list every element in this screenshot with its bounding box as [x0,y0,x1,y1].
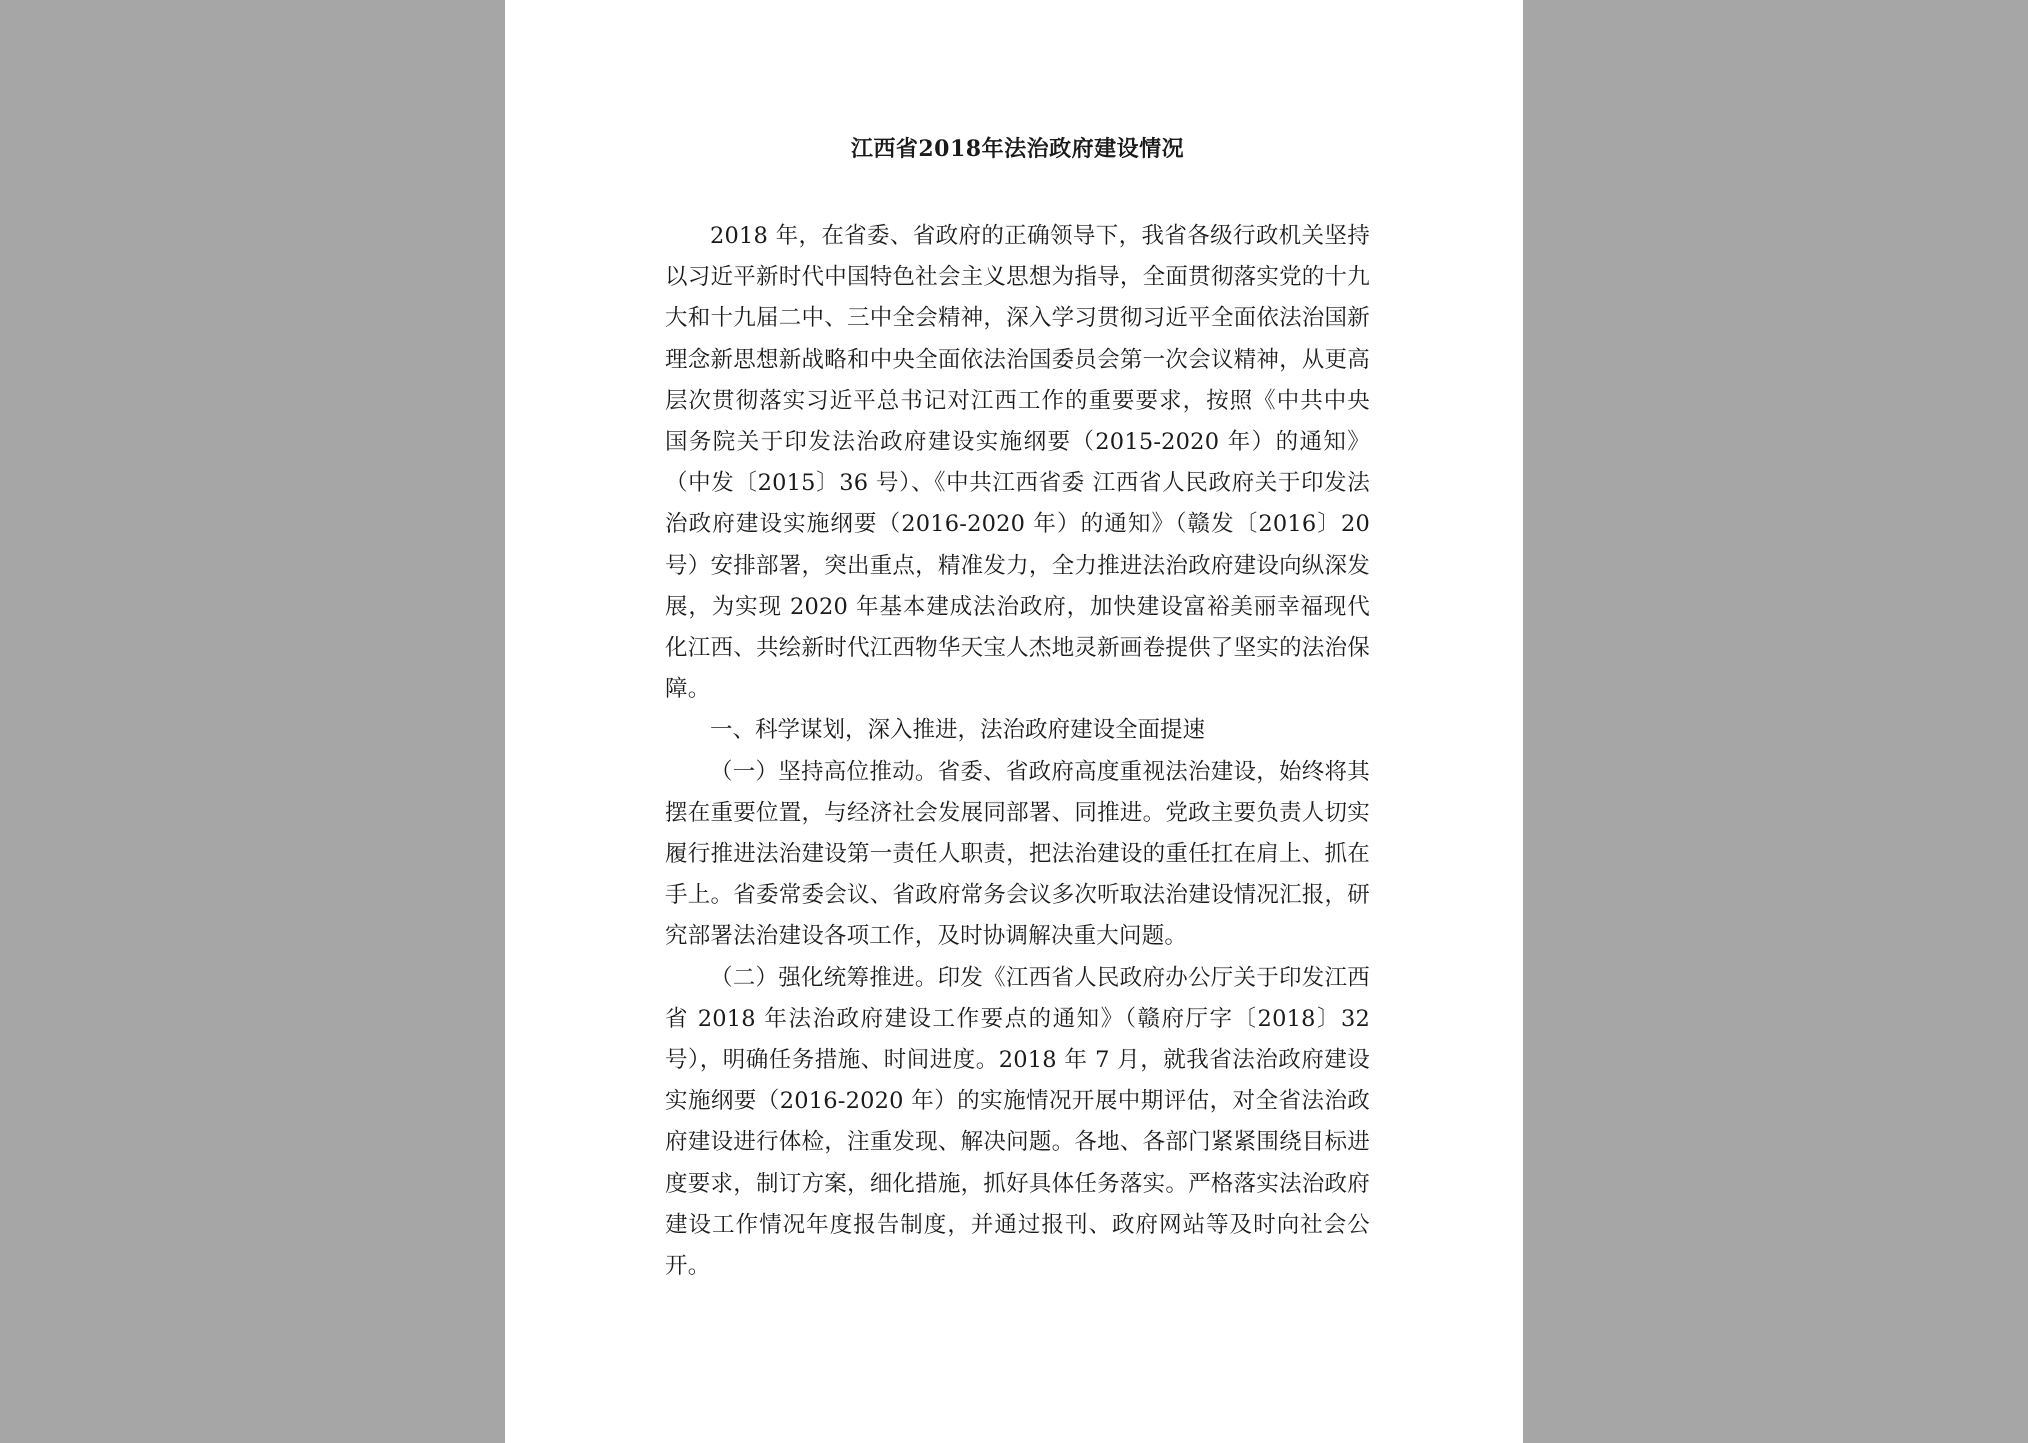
document-title: 江西省2018年法治政府建设情况 [850,136,1185,162]
subsection-paragraph-1: （一）坚持高位推动。省委、省政府高度重视法治建设，始终将其摆在重要位置，与经济社会发展同部署、同推进。党政主要负责人切实履行推进法治建设第一责任人职责，把法治建设的重任扛在肩上、抓在手上。省委常委会议、省政府常务会议多次听取法治建设情况汇报，研究部署法治建设各项工作，及时协调解决重大问题。 [665,758,1370,950]
document-page [505,0,1523,1443]
intro-paragraph: 2018 年，在省委、省政府的正确领导下，我省各级行政机关坚持以习近平新时代中国特色社会主义思想为指导，全面贯彻落实党的十九大和十九届二中、三中全会精神，深入学习贯彻习近平全面依法治国新理念新思想新战略和中央全面依法治国委员会第一次会议精神，从更高层次贯彻落实习近平总书记对江西工作的重要要求，按照《中共中央 国务院关于印发法治政府建设实施纲要（2015-2020 年）的通知》（中发〔2015〕36 号）、《中共江西省委 江西省人民政府关于印发法治政府建设实施纲要（2016-2020 年）的通知》（赣发〔2016〕20 号）安排部署，突出重点，精准发力，全力推进法治政府建设向纵深发展，为实现 2020 年基本建成法治政府，加快建设富裕美丽幸福现代化江西、共绘新时代江西物华天宝人杰地灵新画卷提供了坚实的法治保障。 [665,223,1370,703]
section-heading-1: 一、科学谋划，深入推进，法治政府建设全面提速 [710,717,1206,744]
document-body [665,120,1370,1287]
subsection-paragraph-2: （二）强化统筹推进。印发《江西省人民政府办公厅关于印发江西省 2018 年法治政府建设工作要点的通知》（赣府厅字〔2018〕32 号），明确任务措施、时间进度。2018 年 7 月，就我省法治政府建设实施纲要（2016-2020 年）的实施情况开展中期评估，对全省法治政府建设进行体检，注重发现、解决问题。各地、各部门紧紧围绕目标进度要求，制订方案，细化措施，抓好具体任务落实。严格落实法治政府建设工作情况年度报告制度，并通过报刊、政府网站等及时向社会公开。 [665,964,1370,1280]
